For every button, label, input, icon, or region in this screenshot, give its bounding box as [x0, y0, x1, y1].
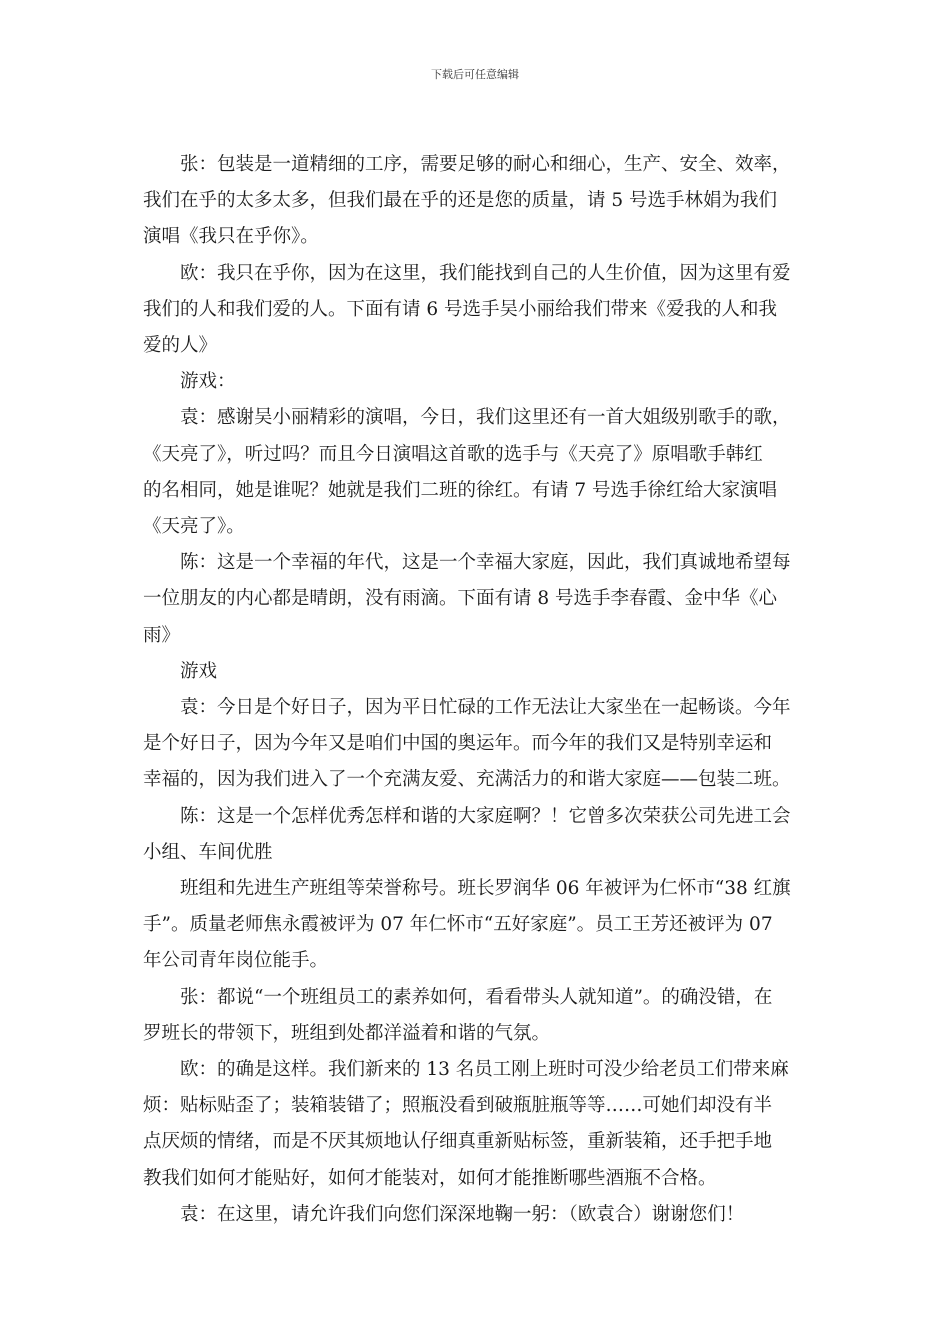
paragraph: 张：包装是一道精细的工序，需要足够的耐心和细心，生产、安全、效率， 我们在乎的太多太多，但我们最在乎的还是您的质量，请 5 号选手林娟为我们 演唱《我只在乎你》。 [143, 154, 791, 248]
paragraph: 陈：这是一个幸福的年代，这是一个幸福大家庭，因此，我们真诚地希望每 一位朋友的内心都是晴朗，没有雨滴。下面有请 8 号选手李春霞、金中华《心 雨》 [143, 552, 791, 646]
paragraph: 班组和先进生产班组等荣誉称号。班长罗润华 06 年被评为仁怀市“38 红旗 手”。质量老师焦永霞被评为 07 年仁怀市“五好家庭”。员工王芳还被评为 07 年公司青年岗位能手。 [143, 878, 791, 972]
paragraph: 袁：今日是个好日子，因为平日忙碌的工作无法让大家坐在一起畅谈。今年 是个好日子，因为今年又是咱们中国的奥运年。而今年的我们又是特别幸运和 幸福的，因为我们进入了一个充满友爱、充满活力的和谐大家庭——包装二班。 [143, 697, 791, 791]
paragraph: 陈：这是一个怎样优秀怎样和谐的大家庭啊？！它曾多次荣获公司先进工会 小组、车间优胜 [143, 805, 791, 863]
paragraph: 游戏： [180, 371, 236, 393]
paragraph: 欧：的确是这样。我们新来的 13 名员工刚上班时可没少给老员工们带来麻 烦：贴标贴歪了；装箱装错了；照瓶没看到破瓶脏瓶等等……可她们却没有半 点厌烦的情绪，而是不厌其烦地认仔细真重新贴标签，重新装箱，还手把手地 教我们如何才能贴好，如何才能装对，如何才能推断哪些酒瓶不合格。 [143, 1059, 789, 1189]
page-header: 下载后可任意编辑 [431, 68, 519, 81]
paragraph: 欧：我只在乎你，因为在这里，我们能找到自己的人生价值，因为这里有爱 我们的人和我们爱的人。下面有请 6 号选手吴小丽给我们带来《爱我的人和我 爱的人》 [143, 262, 791, 357]
document-body [143, 147, 807, 1233]
paragraph: 张：都说“一个班组员工的素养如何，看看带头人就知道”。的确没错，在 罗班长的带领下，班组到处都洋溢着和谐的气氛。 [143, 986, 773, 1044]
paragraph: 袁：在这里，请允许我们向您们深深地鞠一躬：（欧袁合）谢谢您们！ [180, 1203, 745, 1225]
paragraph: 袁：感谢吴小丽精彩的演唱，今日，我们这里还有一首大姐级别歌手的歌， 《天亮了》，听过吗？而且今日演唱这首歌的选手与《天亮了》原唱歌手韩红 的名相同，她是谁呢？她就是我们二班的徐红。有请 7 号选手徐红给大家演唱 《天亮了》。 [143, 407, 791, 538]
paragraph: 游戏 [180, 660, 218, 682]
